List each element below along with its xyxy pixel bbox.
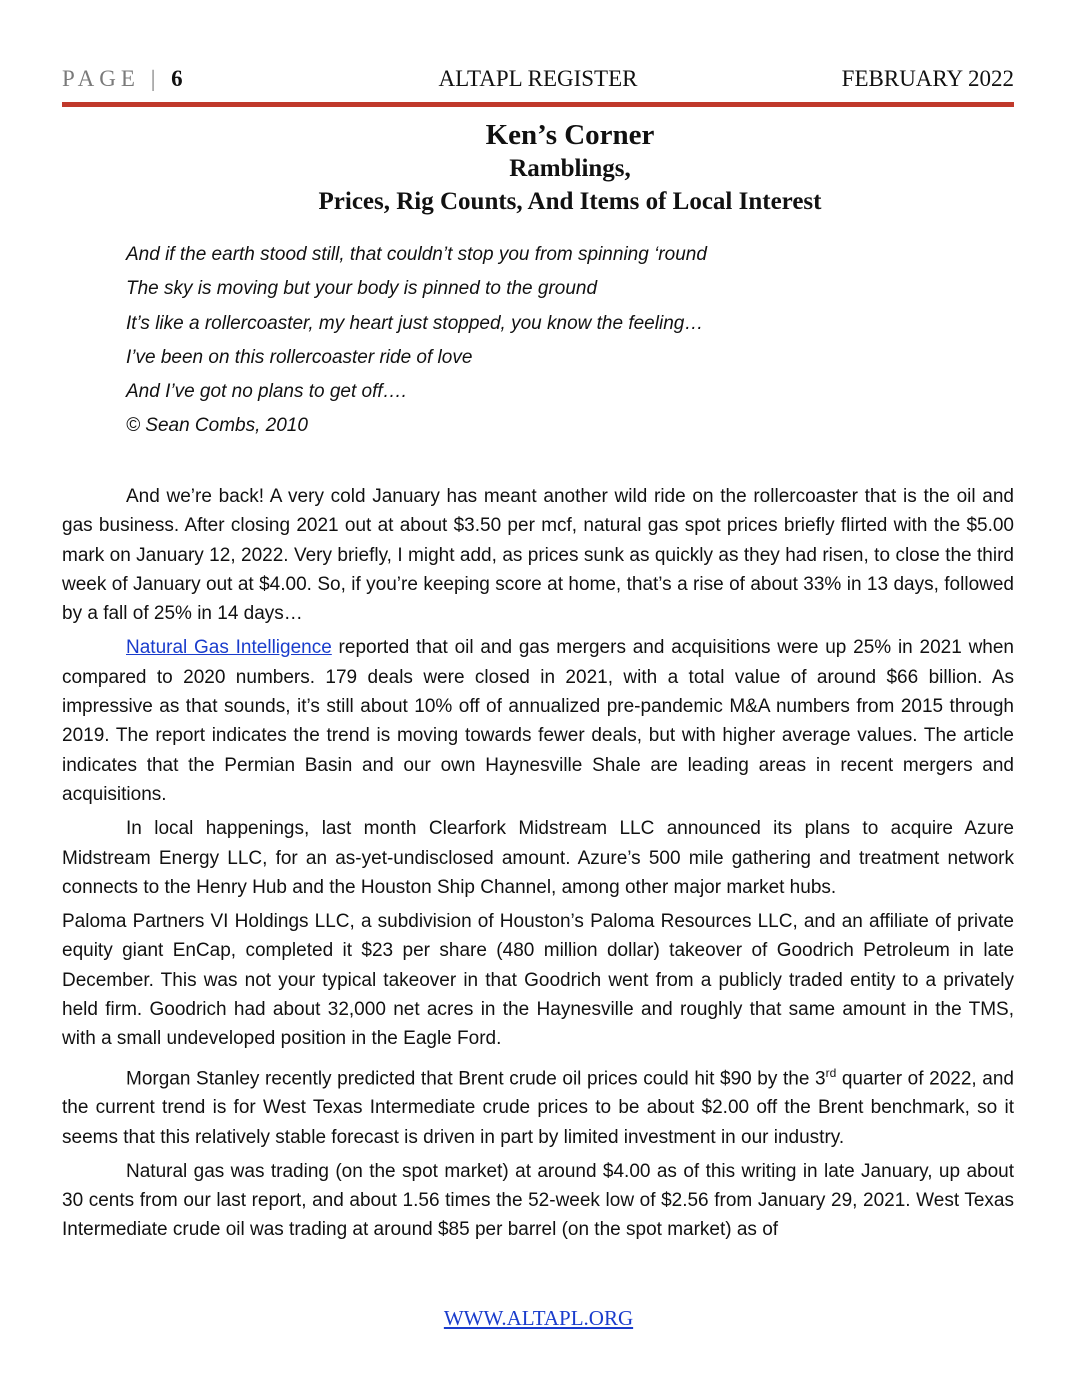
epigraph-quote	[126, 240, 886, 446]
article-subtitle-2: Prices, Rig Counts, And Items of Local Interest	[318, 188, 822, 215]
paragraph-paloma: Paloma Partners VI Holdings LLC, a subdivision of Houston’s Paloma Resources LLC, and an affiliate of private equity giant EnCap, completed it $23 per share (480 million dollar) takeover of Goodrich Petroleum in late December. This was not your typical takeover in that Goodrich went from a publicly traded entity to a privately held firm. Goodrich had about 32,000 net acres in the Haynesville and roughly that same amount in the TMS, with a small undeveloped position in the Eagle Ford.	[62, 911, 1014, 1050]
paragraph-local: In local happenings, last month Clearfork Midstream LLC announced its plans to acquire Azure Midstream Energy LLC, for an as-yet-undisclosed amount. Azure’s 500 mile gathering and treatment network connects to the Henry Hub and the Houston Ship Channel, among other major market hubs.	[62, 818, 1014, 898]
page-footer	[0, 1306, 1077, 1331]
poem-line: The sky is moving but your body is pinned to the ground	[126, 278, 598, 300]
natural-gas-intelligence-link[interactable]: Natural Gas Intelligence	[126, 637, 332, 659]
publication-name: ALTAPL REGISTER	[438, 66, 638, 91]
poem-credit: © Sean Combs, 2010	[126, 415, 308, 437]
article-heading	[130, 118, 1010, 218]
page-number: 6	[171, 66, 183, 91]
paragraph-mergers	[62, 633, 1014, 809]
paragraph-mergers-text: reported that oil and gas mergers and acquisitions were up 25% in 2021 when compared to 2020 numbers. 179 deals were closed in 2021, with a total value of around $66 billion. As impressive as that sounds, it’s still about 10% off of annualized pre-pandemic M&A numbers from 2015 through 2019. The report indicates the trend is moving towards fewer deals, but with higher average values. The article indicates that the Permian Basin and our own Haynesville Shale are leading areas in recent mergers and acquisitions.	[62, 637, 1014, 805]
poem-line: I’ve been on this rollercoaster ride of love	[126, 346, 473, 368]
poem-line: And I’ve got no plans to get off….	[126, 381, 407, 403]
paragraph-ms-text-b: quarter of 2022, and the current trend is for West Texas Intermediate crude prices to be about $2.00 off the Brent benchmark, so it seems that this relatively stable forecast is driven in part by limited investment in our industry.	[62, 1067, 1014, 1148]
poem-line: It’s like a rollercoaster, my heart just stopped, you know the feeling…	[126, 312, 704, 334]
paragraph-morgan-stanley	[62, 1059, 1014, 1152]
article-body	[62, 482, 1014, 1250]
page-header	[62, 62, 1014, 96]
header-divider	[62, 102, 1014, 107]
paragraph-ms-text-a: Morgan Stanley recently predicted that Brent crude oil prices could hit $90 by the 3	[126, 1067, 826, 1089]
ordinal-suffix: rd	[825, 1065, 837, 1080]
poem-line: And if the earth stood still, that couldn’t stop you from spinning ‘round	[126, 244, 707, 265]
article-subtitle-1: Ramblings,	[509, 155, 631, 182]
paragraph-prices: Natural gas was trading (on the spot market) at around $4.00 as of this writing in late January, up about 30 cents from our last report, and about 1.56 times the 52-week low of $2.56 from January 29, 2021. West Texas Intermediate crude oil was trading at around $85 per barrel (on the spot market) as of	[62, 1160, 1014, 1241]
website-link[interactable]: WWW.ALTAPL.ORG	[443, 1306, 634, 1330]
article-title: Ken’s Corner	[485, 119, 655, 151]
paragraph-intro: And we’re back! A very cold January has meant another wild ride on the rollercoaster that is the oil and gas business. After closing 2021 out at about $3.50 per mcf, natural gas spot prices briefly flirted with the $5.00 mark on January 12, 2022. Very briefly, I might add, as prices sunk as quickly as they had risen, to close the third week of January out at $4.00. So, if you’re keeping score at home, that’s a rise of about 33% in 13 days, followed by a fall of 25% in 14 days…	[62, 486, 1014, 625]
issue-date: FEBRUARY 2022	[841, 66, 1014, 91]
page-label: PAGE |	[62, 66, 172, 91]
